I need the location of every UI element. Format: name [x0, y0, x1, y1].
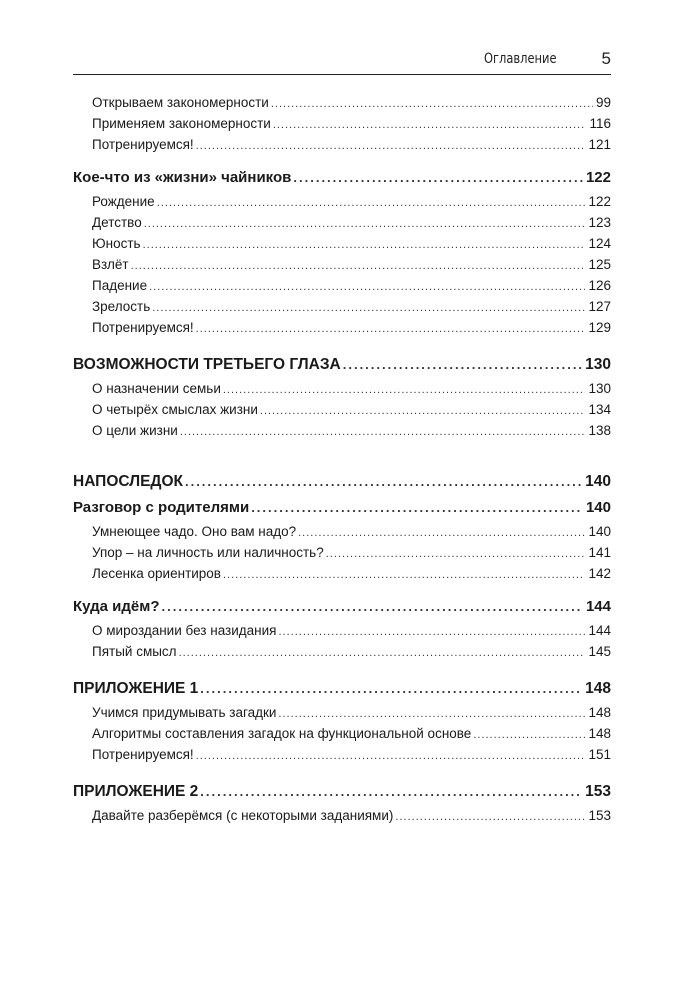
toc-entry-label: Взлёт: [92, 257, 129, 272]
toc-chapter-entry[interactable]: [73, 594, 611, 620]
toc-part-page: 148: [585, 680, 611, 697]
toc-entry-label: Потренируемся!: [92, 137, 194, 152]
dot-leader: [157, 193, 586, 212]
toc-entry-label: Лесенка ориентиров: [92, 566, 221, 581]
toc-part-entry[interactable]: [73, 469, 611, 495]
toc-entry-page: 121: [588, 137, 611, 152]
dot-leader: [162, 594, 583, 620]
toc-entry[interactable]: [73, 563, 611, 584]
toc-entry-label: О цели жизни: [92, 423, 178, 438]
dot-leader: [273, 115, 587, 134]
toc-entry-page: 145: [588, 644, 611, 659]
toc-entry[interactable]: [73, 378, 611, 399]
toc-entry-label: Алгоритмы составления загадок на функциональной основе: [92, 726, 472, 741]
dot-leader: [149, 277, 585, 296]
dot-leader: [196, 746, 586, 765]
toc-entry-page: 141: [588, 545, 611, 560]
toc-entry-label: Зрелость: [92, 299, 151, 314]
toc-part-page: 140: [585, 473, 611, 490]
toc-entry-label: Потренируемся!: [92, 747, 194, 762]
page-number: 5: [601, 49, 611, 68]
toc-entry[interactable]: [73, 420, 611, 441]
toc-entry-page: 124: [588, 236, 611, 251]
toc-entry-page: 148: [588, 726, 611, 741]
toc-entry[interactable]: [73, 317, 611, 338]
dot-leader: [260, 401, 586, 420]
toc-entry[interactable]: [73, 275, 611, 296]
toc-entry-page: 122: [588, 194, 611, 209]
toc-entry[interactable]: [73, 805, 611, 826]
dot-leader: [223, 380, 586, 399]
toc-entry-page: 125: [588, 257, 611, 272]
toc-entry-page: 151: [588, 747, 611, 762]
dot-leader: [180, 422, 586, 441]
toc-entry-label: Детство: [92, 215, 142, 230]
toc-entry-page: 130: [588, 381, 611, 396]
dot-leader: [343, 352, 582, 378]
toc-entry[interactable]: [73, 542, 611, 563]
toc-entry[interactable]: [73, 92, 611, 113]
toc-part-label: ПРИЛОЖЕНИЕ 1: [73, 680, 199, 697]
toc-entry-label: Учимся придумывать загадки: [92, 705, 277, 720]
toc-entry[interactable]: [73, 113, 611, 134]
toc-entry-label: О мироздании без назидания: [92, 623, 277, 638]
dot-leader: [144, 214, 586, 233]
toc-entry-label: Умнеющее чадо. Оно вам надо?: [92, 524, 297, 539]
toc-entry[interactable]: [73, 233, 611, 254]
toc-chapter-label: Разговор с родителями: [73, 499, 250, 516]
dot-leader: [298, 523, 585, 542]
toc-entry[interactable]: [73, 620, 611, 641]
toc-chapter-page: 144: [585, 598, 611, 615]
dot-leader: [185, 469, 582, 495]
toc-part-label: ПРИЛОЖЕНИЕ 2: [73, 783, 199, 800]
toc-entry[interactable]: [73, 641, 611, 662]
toc-entry[interactable]: [73, 521, 611, 542]
toc-entry-label: Падение: [92, 278, 148, 293]
dot-leader: [200, 779, 582, 805]
toc-part-entry[interactable]: [73, 352, 611, 378]
toc-entry[interactable]: [73, 254, 611, 275]
toc-part-page: 153: [585, 783, 611, 800]
dot-leader: [196, 319, 586, 338]
toc-entry-page: 148: [588, 705, 611, 720]
toc-entry-page: 138: [588, 423, 611, 438]
toc-entry-label: Юность: [92, 236, 141, 251]
dot-leader: [152, 298, 585, 317]
toc-entry-label: Упор – на личность или наличность?: [92, 545, 324, 560]
toc-entry[interactable]: [73, 134, 611, 155]
toc-entry[interactable]: [73, 399, 611, 420]
dot-leader: [278, 704, 585, 723]
toc-entry-page: 116: [589, 116, 611, 131]
dot-leader: [395, 807, 585, 826]
toc-chapter-entry[interactable]: [73, 165, 611, 191]
toc-entry-page: 127: [588, 299, 611, 314]
toc-entry-page: 129: [588, 320, 611, 335]
toc-entry-page: 134: [588, 402, 611, 417]
dot-leader: [131, 256, 586, 275]
toc-chapter-page: 122: [585, 169, 611, 186]
dot-leader: [223, 565, 585, 584]
dot-leader: [251, 495, 583, 521]
toc-entry-label: О назначении семьи: [92, 381, 221, 396]
toc-entry[interactable]: [73, 296, 611, 317]
toc-part-label: ВОЗМОЖНОСТИ ТРЕТЬЕГО ГЛАЗА: [73, 356, 341, 373]
toc-entry-label: Давайте разберёмся (с некоторыми заданиями): [92, 808, 394, 823]
toc-chapter-entry[interactable]: [73, 495, 611, 521]
dot-leader: [326, 544, 586, 563]
toc-chapter-label: Кое-что из «жизни» чайников: [73, 169, 292, 186]
toc-entry-page: 140: [588, 524, 611, 539]
table-of-contents: [73, 92, 611, 826]
running-header: [73, 46, 611, 75]
dot-leader: [143, 235, 586, 254]
dot-leader: [179, 643, 586, 662]
toc-part-page: 130: [585, 356, 611, 373]
toc-part-entry[interactable]: [73, 676, 611, 702]
toc-entry[interactable]: [73, 744, 611, 765]
toc-chapter-label: Куда идём?: [73, 598, 160, 615]
toc-entry-page: 153: [588, 808, 611, 823]
toc-entry-label: Открываем закономерности: [92, 95, 269, 110]
toc-entry[interactable]: [73, 212, 611, 233]
toc-entry-page: 142: [588, 566, 611, 581]
dot-leader: [293, 165, 583, 191]
toc-entry[interactable]: [73, 702, 611, 723]
toc-entry[interactable]: [73, 191, 611, 212]
toc-entry-label: Пятый смысл: [92, 644, 177, 659]
toc-entry-label: Применяем закономерности: [92, 116, 271, 131]
toc-entry-label: О четырёх смыслах жизни: [92, 402, 258, 417]
dot-leader: [473, 725, 585, 744]
dot-leader: [271, 94, 593, 113]
toc-entry-label: Потренируемся!: [92, 320, 194, 335]
toc-entry-page: 144: [588, 623, 611, 638]
dot-leader: [196, 136, 586, 155]
toc-entry-page: 126: [588, 278, 611, 293]
toc-part-label: НАПОСЛЕДОК: [73, 473, 183, 490]
toc-part-entry[interactable]: [73, 779, 611, 805]
running-header-title: Оглавление: [484, 51, 557, 67]
toc-entry-page: 123: [588, 215, 611, 230]
toc-entry-label: Рождение: [92, 194, 155, 209]
toc-entry-page: 99: [595, 95, 611, 110]
toc-entry[interactable]: [73, 723, 611, 744]
dot-leader: [200, 676, 582, 702]
dot-leader: [278, 622, 585, 641]
toc-chapter-page: 140: [585, 499, 611, 516]
